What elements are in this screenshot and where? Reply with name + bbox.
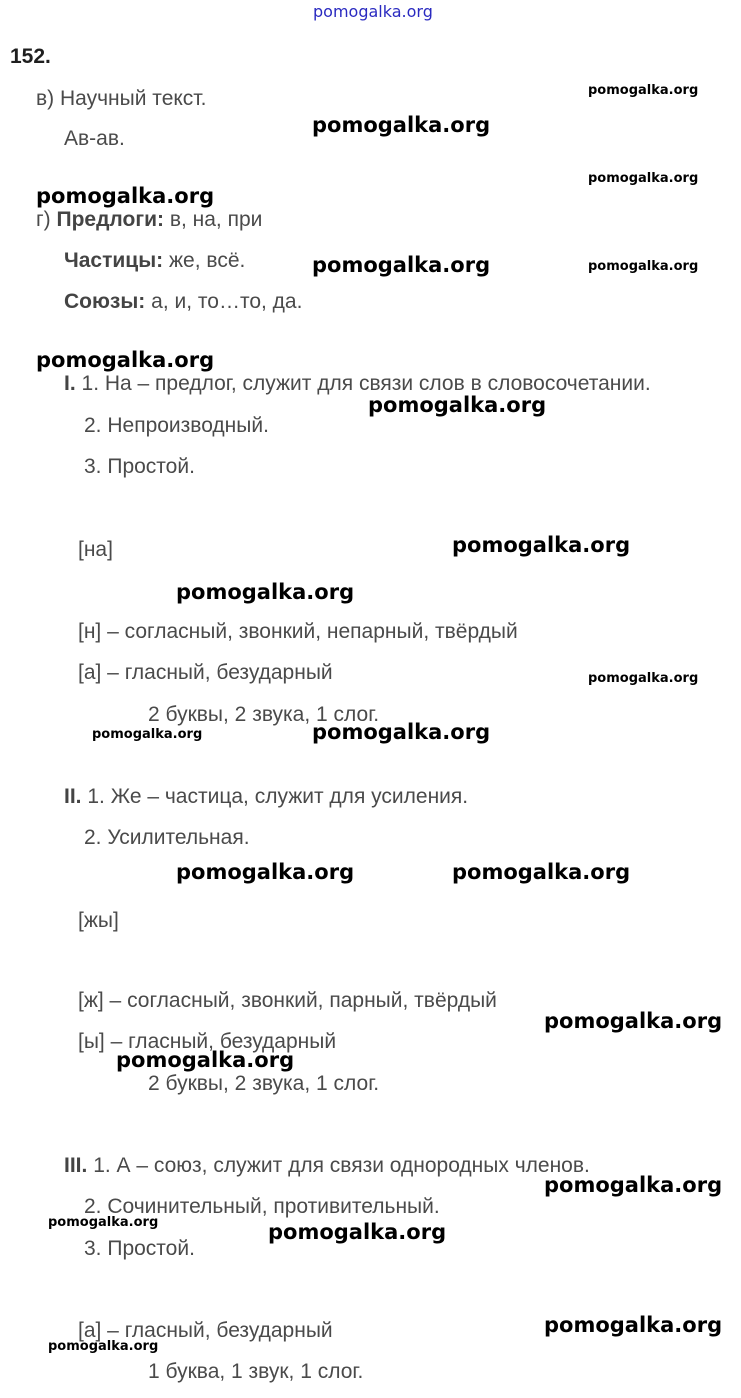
section-v-line — [36, 86, 206, 112]
watermark: pomogalka.org — [116, 1048, 295, 1072]
section-v-label: в) — [36, 87, 55, 110]
particles-value: же, всё. — [169, 249, 246, 272]
part2-sound1: [ж] – согласный, звонкий, парный, твёрдый — [78, 989, 497, 1012]
watermark: pomogalka.org — [48, 1339, 159, 1354]
watermark: pomogalka.org — [312, 113, 491, 137]
part1-sound2: [а] – гласный, безударный — [78, 661, 333, 684]
watermark: pomogalka.org — [48, 1215, 159, 1230]
part3-line1-text: 1. А – союз, служит для связи однородных членов. — [93, 1154, 590, 1177]
watermark: pomogalka.org — [544, 1009, 723, 1033]
watermark: pomogalka.org — [312, 253, 491, 277]
prepositions-value: в, на, при — [169, 208, 263, 231]
part3-roman: III. — [64, 1154, 88, 1177]
part1-roman: I. — [64, 372, 76, 395]
conjunctions-label: Союзы: — [64, 290, 146, 313]
part2-line1 — [64, 784, 468, 810]
watermark: pomogalka.org — [544, 1173, 723, 1197]
watermark: pomogalka.org — [312, 720, 491, 744]
part2-transcription: [жы] — [78, 909, 119, 932]
task-number: 152. — [10, 45, 51, 68]
watermark: pomogalka.org — [588, 171, 699, 186]
watermark: pomogalka.org — [588, 671, 699, 686]
watermark: pomogalka.org — [588, 83, 699, 98]
part1-line3: 3. Простой. — [84, 455, 195, 478]
part1-line2: 2. Непроизводный. — [84, 414, 269, 437]
part2-roman: II. — [64, 785, 82, 808]
watermark: pomogalka.org — [268, 1220, 447, 1244]
part3-line3: 3. Простой. — [84, 1237, 195, 1260]
section-g-conjunctions — [64, 289, 302, 315]
particles-label: Частицы: — [64, 249, 164, 272]
watermark-top: pomogalka.org — [313, 2, 433, 21]
part1-sound1: [н] – согласный, звонкий, непарный, твёрдый — [78, 620, 518, 643]
part3-sound1: [а] – гласный, безударный — [78, 1319, 333, 1342]
watermark: pomogalka.org — [368, 393, 547, 417]
prepositions-label: Предлоги: — [56, 208, 164, 231]
watermark: pomogalka.org — [452, 860, 631, 884]
section-g-label: г) — [36, 208, 51, 231]
part1-summary: 2 буквы, 2 звука, 1 слог. — [148, 703, 380, 726]
watermark: pomogalka.org — [452, 533, 631, 557]
part2-sound2: [ы] – гласный, безударный — [78, 1030, 337, 1053]
part3-line1 — [64, 1153, 590, 1179]
watermark: pomogalka.org — [36, 184, 215, 208]
section-g-prepositions — [36, 207, 262, 233]
section-v-title: Научный текст. — [60, 87, 207, 110]
watermark: pomogalka.org — [176, 860, 355, 884]
watermark: pomogalka.org — [588, 259, 699, 274]
part1-line1-text: 1. На – предлог, служит для связи слов в словосочетании. — [81, 372, 651, 395]
part3-summary: 1 буква, 1 звук, 1 слог. — [148, 1360, 364, 1383]
part3-line2: 2. Сочинительный, противительный. — [84, 1195, 440, 1218]
watermark: pomogalka.org — [544, 1313, 723, 1337]
section-v-authors: Ав-ав. — [64, 127, 125, 150]
part2-line2: 2. Усилительная. — [84, 826, 250, 849]
part1-transcription: [на] — [78, 538, 113, 561]
part1-line1 — [64, 371, 651, 397]
watermark: pomogalka.org — [36, 348, 215, 372]
watermark: pomogalka.org — [176, 580, 355, 604]
part2-summary: 2 буквы, 2 звука, 1 слог. — [148, 1072, 380, 1095]
section-g-particles — [64, 248, 245, 274]
part2-line1-text: 1. Же – частица, служит для усиления. — [87, 785, 469, 808]
watermark: pomogalka.org — [92, 727, 203, 742]
conjunctions-value: а, и, то…то, да. — [151, 290, 303, 313]
